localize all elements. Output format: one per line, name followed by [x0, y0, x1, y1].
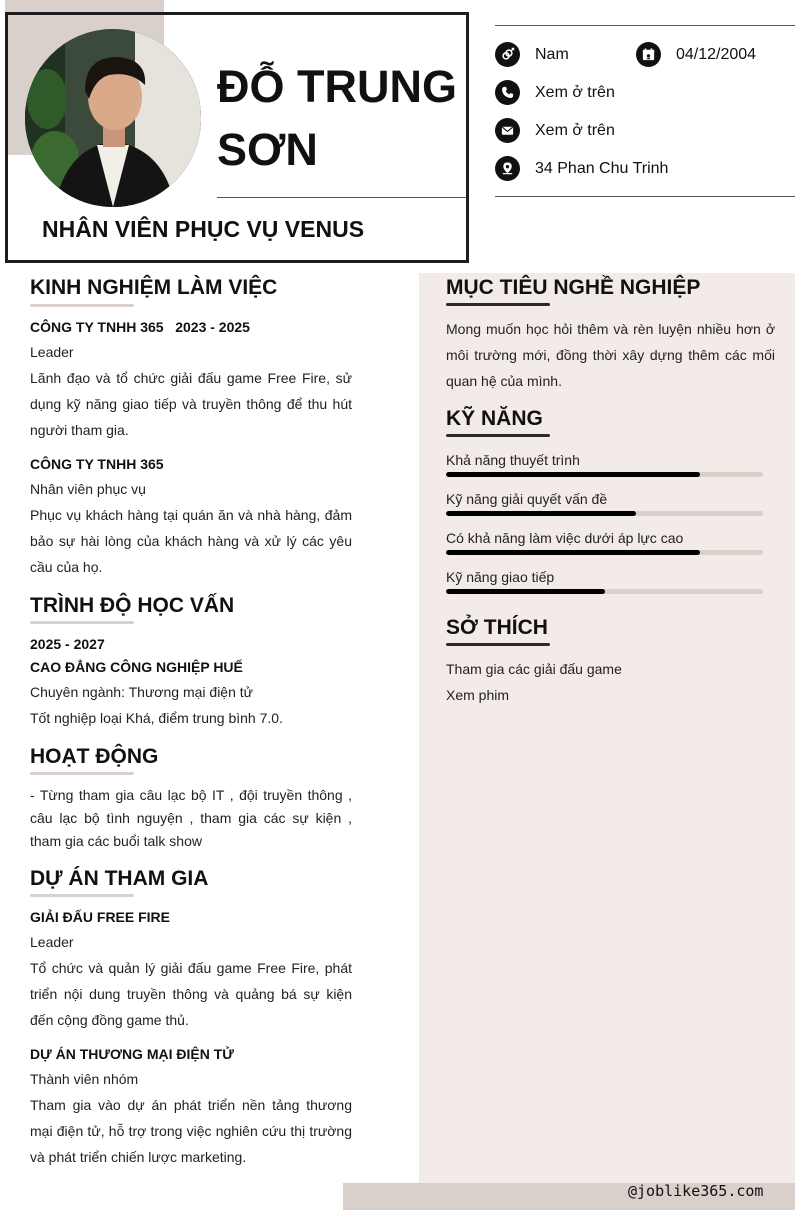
- experience-company: CÔNG TY TNHH 365: [30, 456, 164, 472]
- dob-value: 04/12/2004: [676, 45, 757, 63]
- avatar: [25, 29, 201, 207]
- project-name: DỰ ÁN THƯƠNG MẠI ĐIỆN TỬ: [30, 1046, 234, 1062]
- skill-bar: [446, 550, 763, 555]
- skill-bar-fill: [446, 550, 700, 555]
- education-years: 2025 - 2027: [30, 636, 105, 652]
- project-role: Thành viên nhóm: [30, 1071, 139, 1087]
- skill-bar-fill: [446, 511, 636, 516]
- name-divider: [217, 197, 466, 198]
- education-heading-underline: [30, 621, 134, 624]
- hobby-item: Xem phim: [446, 687, 510, 703]
- address-value: 34 Phan Chu Trinh: [535, 159, 669, 177]
- skill-label: Kỹ năng giao tiếp: [446, 569, 555, 585]
- full-name: ĐỖ TRUNG SƠN: [217, 61, 457, 175]
- experience-description: Lãnh đạo và tổ chức giải đấu game Free Fire, sử dụng kỹ năng giao tiếp và truyền thông để thu hút người tham gia.: [30, 370, 352, 438]
- projects-heading: DỰ ÁN THAM GIA: [30, 867, 209, 890]
- phone-value[interactable]: Xem ở trên: [535, 83, 615, 101]
- education-major: Chuyên ngành: Thương mại điện tử: [30, 684, 254, 700]
- location-pin-icon: [495, 156, 520, 181]
- skills-heading-underline: [446, 434, 550, 437]
- phone-icon: [495, 80, 520, 105]
- experience-role: Nhân viên phục vụ: [30, 481, 146, 497]
- hobby-item: Tham gia các giải đấu game: [446, 661, 622, 677]
- job-title: NHÂN VIÊN PHỤC VỤ VENUS: [42, 216, 365, 242]
- hobbies-heading: SỞ THÍCH: [446, 616, 548, 639]
- skill-label: Kỹ năng giải quyết vấn đề: [446, 491, 608, 507]
- activities-heading-underline: [30, 772, 134, 775]
- contact-email: [495, 118, 615, 143]
- contact-phone: [495, 80, 615, 105]
- skill-label: Có khả năng làm việc dưới áp lực cao: [446, 530, 684, 546]
- calendar-icon: [636, 42, 661, 67]
- activities-description: - Từng tham gia câu lạc bộ IT , đội truyền thông , câu lạc bộ tình nguyện , tham gia các sự kiện , tham gia các buổi talk show: [30, 787, 352, 849]
- experience-company: CÔNG TY TNHH 365 2023 - 2025: [30, 319, 250, 335]
- contact-address: [495, 156, 668, 181]
- contact-divider-top: [495, 25, 795, 26]
- skills-heading: KỸ NĂNG: [446, 407, 543, 430]
- skill-bar: [446, 472, 763, 477]
- hobbies-heading-underline: [446, 643, 550, 646]
- project-description: Tham gia vào dự án phát triển nền tảng thương mại điện tử, hỗ trợ trong việc nghiên cứu thị trường và phát triển chiến lược marketing.: [30, 1097, 352, 1165]
- projects-heading-underline: [30, 894, 134, 897]
- footer-watermark[interactable]: @joblike365.com: [628, 1182, 764, 1200]
- education-result: Tốt nghiệp loại Khá, điểm trung bình 7.0.: [30, 710, 283, 726]
- envelope-icon: [495, 118, 520, 143]
- activities-heading: HOẠT ĐỘNG: [30, 745, 159, 768]
- skill-label: Khả năng thuyết trình: [446, 452, 580, 468]
- experience-role: Leader: [30, 344, 74, 360]
- objective-heading: MỤC TIÊU NGHỀ NGHIỆP: [446, 276, 701, 299]
- skill-bar-fill: [446, 472, 700, 477]
- experience-heading-underline: [30, 304, 134, 307]
- project-description: Tổ chức và quản lý giải đấu game Free Fire, phát triển nội dung truyền thông và quảng bá sự kiện đến cộng đồng game thủ.: [30, 960, 352, 1028]
- contact-dob: [636, 42, 756, 67]
- education-school: CAO ĐẲNG CÔNG NGHIỆP HUẾ: [30, 659, 243, 675]
- education-heading: TRÌNH ĐỘ HỌC VẤN: [30, 594, 235, 617]
- skill-bar: [446, 589, 763, 594]
- project-role: Leader: [30, 934, 74, 950]
- email-value[interactable]: Xem ở trên: [535, 121, 615, 139]
- contact-gender: [495, 42, 569, 67]
- objective-description: Mong muốn học hỏi thêm và rèn luyện nhiều hơn ở môi trường mới, đồng thời xây dựng thêm các mối quan hệ của mình.: [446, 321, 775, 389]
- project-name: GIẢI ĐẤU FREE FIRE: [30, 909, 171, 925]
- experience-heading: KINH NGHIỆM LÀM VIỆC: [30, 276, 278, 299]
- avatar-portrait-icon: [25, 29, 201, 207]
- skill-bar-fill: [446, 589, 605, 594]
- gender-icon: [495, 42, 520, 67]
- skill-bar: [446, 511, 763, 516]
- objective-heading-underline: [446, 303, 550, 306]
- experience-description: Phục vụ khách hàng tại quán ăn và nhà hàng, đảm bảo sự hài lòng của khách hàng và xử lý các yêu cầu của họ.: [30, 507, 352, 575]
- contact-divider-bottom: [495, 196, 795, 197]
- gender-value: Nam: [535, 45, 569, 63]
